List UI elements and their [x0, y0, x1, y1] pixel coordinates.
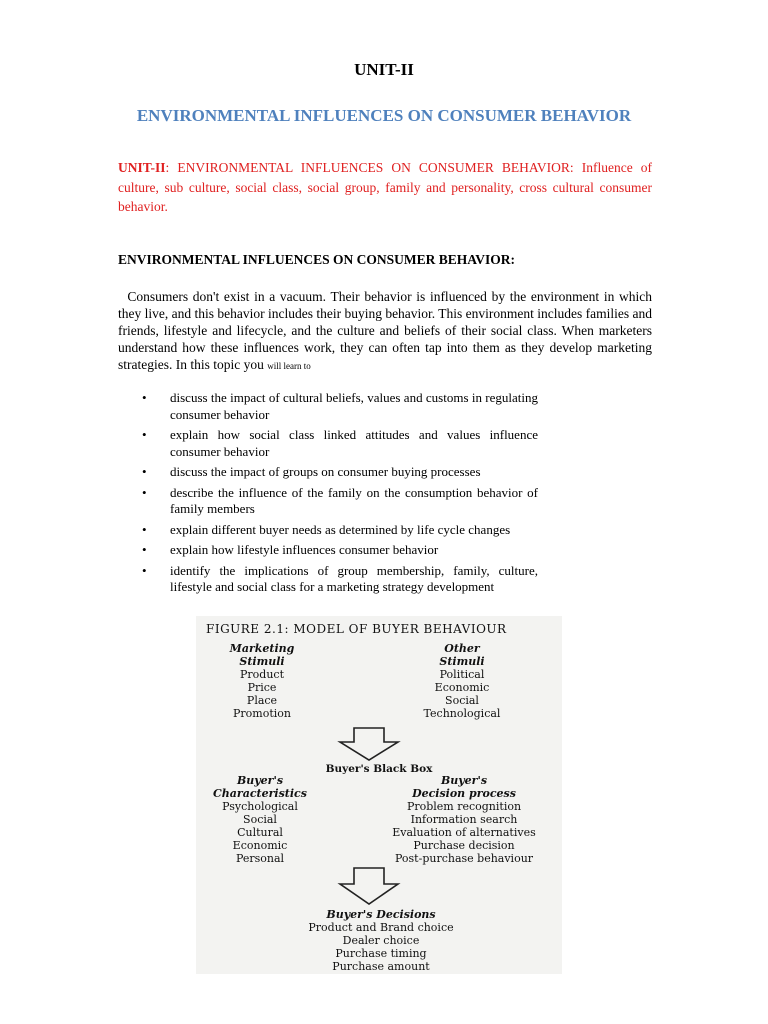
characteristics-item: Economic — [232, 839, 288, 852]
section-heading: ENVIRONMENTAL INFLUENCES ON CONSUMER BEHAVIOR: — [118, 252, 516, 267]
characteristics-item: Personal — [235, 852, 285, 865]
bullet-icon: • — [142, 427, 147, 442]
other-stimuli-column — [404, 642, 520, 720]
other-stimuli-item: Economic — [434, 681, 490, 694]
list-item: • explain how social class linked attitudes and values influence consumer behavior — [142, 427, 538, 459]
bullet-icon: • — [142, 562, 147, 578]
other-stimuli-item: Technological — [423, 707, 501, 720]
decision-process-item: Purchase decision — [413, 839, 515, 852]
intro-small-tail: will learn to — [267, 361, 311, 371]
marketing-stimuli-item: Promotion — [233, 707, 291, 720]
list-item: • explain different buyer needs as determined by life cycle changes — [142, 521, 511, 537]
list-item: • explain how lifestyle influences consumer behavior — [142, 542, 439, 557]
list-item: • describe the influence of the family on the consumption behavior of family members — [142, 484, 538, 516]
decisions-heading: Buyer's Decisions — [326, 908, 436, 921]
decision-process-item: Information search — [410, 813, 518, 826]
down-arrow-icon — [336, 866, 402, 906]
marketing-stimuli-item: Price — [247, 681, 277, 694]
decision-process-item: Problem recognition — [406, 800, 522, 813]
characteristics-heading-1: Buyer's — [236, 774, 284, 787]
learning-objectives-list — [118, 390, 538, 600]
other-stimuli-item: Political — [439, 668, 485, 681]
marketing-stimuli-column — [210, 642, 314, 720]
bullet-icon: • — [142, 521, 147, 537]
list-item: • identify the implications of group membership, family, culture, lifestyle and social class for a marketing strategy development — [142, 562, 538, 594]
other-stimuli-item: Social — [445, 694, 479, 707]
marketing-stimuli-heading-2: Stimuli — [239, 655, 285, 668]
characteristics-heading-2: Characteristics — [213, 787, 307, 800]
buyer-behaviour-figure — [196, 616, 562, 974]
decision-process-item: Evaluation of alternatives — [392, 826, 536, 839]
black-box-label: Buyer's Black Box — [325, 763, 433, 775]
syllabus-paragraph — [118, 158, 652, 217]
other-stimuli-heading-1: Other — [444, 642, 480, 655]
syllabus-unit-label: UNIT-II — [118, 160, 166, 175]
intro-paragraph — [118, 288, 652, 375]
marketing-stimuli-item: Product — [240, 668, 284, 681]
characteristics-column — [200, 774, 320, 865]
marketing-stimuli-item: Place — [246, 694, 278, 707]
bullet-icon: • — [142, 484, 147, 500]
intro-text: Consumers don't exist in a vacuum. Their behavior is influenced by the environment in which they live, and this behavior includes their buying behavior. This environment includes families and friends, lifestyle and lifecycle, and the culture and beliefs of their social class. When marketers understand how these influences work, they can often tap into them as they develop marketing strategies. In this topic you — [118, 289, 653, 372]
decisions-item: Purchase timing — [335, 947, 427, 960]
syllabus-text: : ENVIRONMENTAL INFLUENCES ON CONSUMER BEHAVIOR: Influence of culture, sub culture, social class, social group, family and personality, cross cultural consumer behavior. — [118, 160, 652, 214]
characteristics-item: Psychological — [222, 800, 298, 813]
other-stimuli-heading-2: Stimuli — [439, 655, 485, 668]
figure-caption: FIGURE 2.1: MODEL OF BUYER BEHAVIOUR — [206, 622, 507, 636]
list-item: • discuss the impact of cultural beliefs, values and customs in regulating consumer behavior — [142, 390, 538, 422]
decisions-item: Product and Brand choice — [308, 921, 454, 934]
page-title: ENVIRONMENTAL INFLUENCES ON CONSUMER BEHAVIOR — [136, 106, 632, 125]
decisions-item: Dealer choice — [342, 934, 420, 947]
bullet-icon: • — [142, 542, 147, 557]
decision-process-item: Post-purchase behaviour — [394, 852, 534, 865]
decision-process-heading-1: Buyer's — [440, 774, 488, 787]
list-item: • discuss the impact of groups on consumer buying processes — [142, 464, 481, 479]
marketing-stimuli-heading-1: Marketing — [229, 642, 295, 655]
unit-title: UNIT-II — [354, 60, 414, 79]
characteristics-item: Cultural — [237, 826, 283, 839]
bullet-icon: • — [142, 390, 147, 405]
buyer-decisions-column — [256, 908, 506, 973]
decision-process-heading-2: Decision process — [412, 787, 516, 800]
characteristics-item: Social — [243, 813, 277, 826]
bullet-icon: • — [142, 464, 147, 479]
down-arrow-icon — [336, 726, 402, 762]
decision-process-column — [372, 774, 556, 865]
decisions-item: Purchase amount — [332, 960, 430, 973]
